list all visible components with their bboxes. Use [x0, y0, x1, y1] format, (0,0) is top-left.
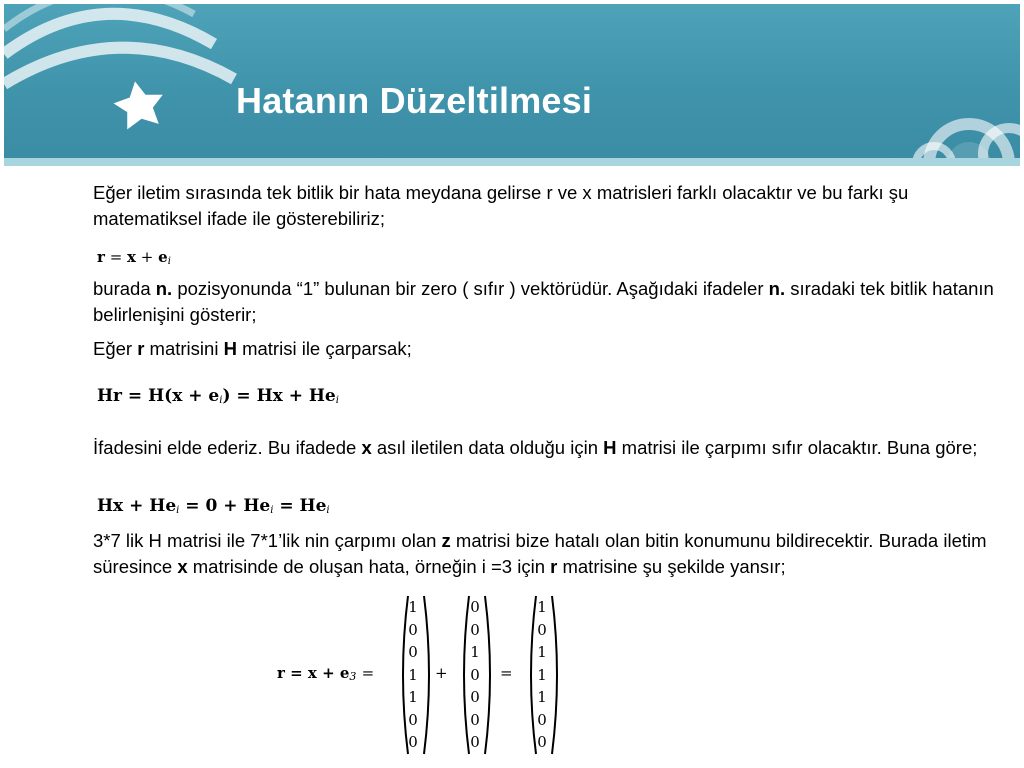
vector-entry: 1 [408, 598, 418, 616]
matrix-lhs: r = x + e3 = [277, 664, 375, 683]
paragraph-3: Eğer r matrisini H matrisi ile çarparsak; [93, 338, 412, 359]
paragraph-4: İfadesini elde ederiz. Bu ifadede x asıl iletilen data olduğu için H matrisi ile çarpımı sıfır olacaktır. Buna göre; [93, 437, 978, 458]
vector-entry: 0 [408, 643, 418, 661]
equation-1: r = x + ei [97, 248, 171, 267]
equation-3: Hx + Hei = 0 + Hei = Hei [97, 496, 330, 516]
vector-entry: 0 [408, 620, 418, 639]
vector-entry: 0 [470, 665, 480, 684]
vector-entry: 0 [537, 710, 547, 729]
equation-2: Hr = H(x + ei) = Hx + Hei [97, 386, 339, 406]
arc-decoration-icon [4, 4, 234, 84]
vector-entry: 1 [537, 598, 547, 616]
banner-divider [4, 158, 1020, 166]
equals-sign: = [500, 664, 513, 682]
vector-entry: 1 [537, 643, 547, 661]
vector-entry: 0 [537, 733, 547, 751]
vector-entry: 0 [408, 710, 418, 729]
vector-entry: 0 [470, 620, 480, 639]
paragraph-1: Eğer iletim sırasında tek bitlik bir hata meydana gelirse r ve x matrisleri farklı olacaktır ve bu farkı şu matematiksel ifade ile gösterebiliriz; [93, 182, 909, 229]
slide-title: Hatanın Düzeltilmesi [236, 80, 593, 121]
vector-entry: 1 [408, 688, 418, 706]
vector-entry: 1 [408, 665, 418, 684]
vector-entry: 0 [470, 710, 480, 729]
vector-entry: 1 [537, 688, 547, 706]
vector-entry: 0 [470, 733, 480, 751]
plus-sign: + [435, 664, 448, 682]
vector-entry: 0 [470, 688, 480, 706]
e-vector [465, 596, 485, 754]
vector-entry: 0 [408, 733, 418, 751]
paragraph-2: burada n. pozisyonunda “1” bulunan bir zero ( sıfır ) vektörüdür. Aşağıdaki ifadeler n. sıradaki tek bitlik hatanın belirlenişini gösterir; [93, 278, 994, 325]
r-vector [532, 596, 552, 754]
vector-entry: 1 [470, 643, 480, 661]
header-banner [4, 4, 1020, 164]
star-icon [110, 77, 167, 131]
slide-body [93, 180, 998, 232]
vector-entry: 1 [537, 665, 547, 684]
paragraph-5: 3*7 lik H matrisi ile 7*1’lik nin çarpımı olan z matrisi bize hatalı olan bitin konumunu bildirecektir. Burada iletim süresince x matrisinde de oluşan hata, örneğin i =3 için r matrisine şu şekilde yansır; [93, 530, 987, 577]
vector-entry: 0 [537, 620, 547, 639]
x-vector [403, 596, 423, 754]
vector-entry: 0 [470, 598, 480, 616]
